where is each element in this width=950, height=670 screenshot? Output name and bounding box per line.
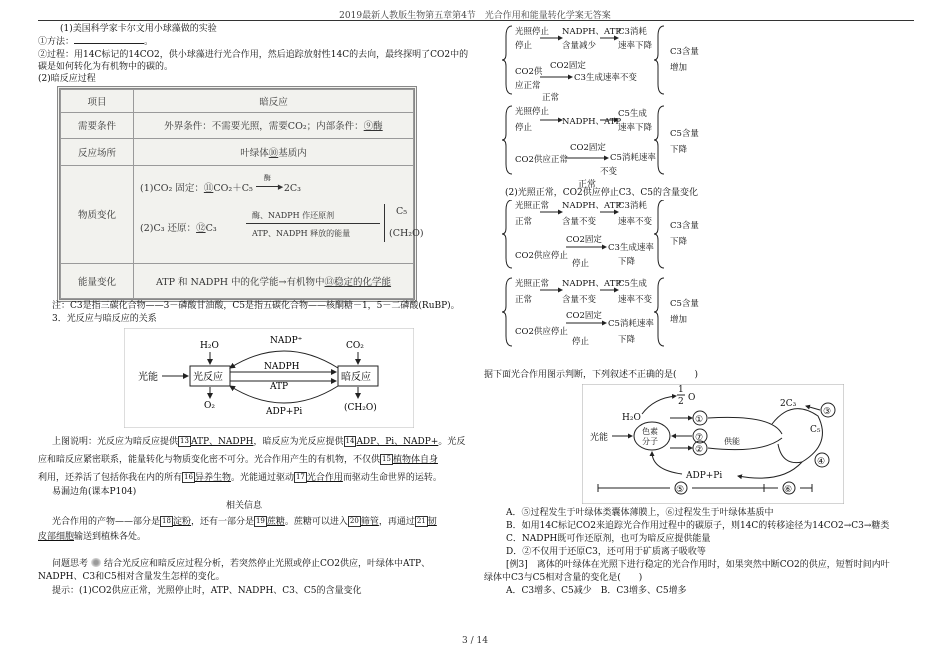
svg-text:1: 1 [678, 385, 684, 395]
svg-text:速率下降: 速率下降 [618, 123, 653, 133]
process-line-2: 碳是如何转化为有机物中的碳的。 [38, 62, 174, 72]
svg-text:C₅: C₅ [810, 425, 821, 435]
section-3-title: 3．光反应与暗反应的关系 [52, 314, 157, 324]
svg-text:C5生成: C5生成 [618, 279, 647, 289]
row-site-key: 反应场所 [61, 139, 134, 166]
svg-text:应正常: 应正常 [515, 81, 541, 91]
table-header-value: 暗反应 [134, 90, 414, 113]
ch2o-label: (CH₂O) [344, 403, 377, 413]
svg-text:NADPH、ATP: NADPH、ATP [562, 279, 622, 289]
svg-text:下降: 下降 [618, 335, 636, 345]
svg-text:正常: 正常 [515, 217, 533, 227]
svg-text:⑦: ⑦ [695, 433, 704, 443]
svg-text:正常: 正常 [515, 295, 533, 305]
svg-text:CO2供应正常: CO2供应正常 [515, 155, 568, 165]
process-line: ②过程：用14C标记的14CO2，供小球藻进行光合作用，然后追踪放射性14C的去向，最终探明了CO2中的 [38, 50, 469, 60]
svg-text:CO2固定: CO2固定 [570, 143, 606, 153]
svg-text:③: ③ [823, 407, 832, 417]
svg-text:2C₃: 2C₃ [780, 399, 797, 409]
svg-text:NADPH、ATP: NADPH、ATP [562, 117, 622, 127]
svg-text:C3消耗: C3消耗 [618, 27, 647, 37]
svg-text:C3含量: C3含量 [670, 221, 699, 231]
svg-text:光照停止: 光照停止 [515, 107, 550, 117]
co2-label: CO₂ [346, 341, 364, 351]
light-energy-label: 光能 [138, 372, 158, 383]
svg-text:CO2供应停止: CO2供应停止 [515, 327, 568, 337]
related-info: 相关信息 [226, 501, 263, 511]
o2-label: O₂ [204, 401, 215, 411]
svg-text:C5消耗速率: C5消耗速率 [608, 319, 654, 329]
svg-text:正常: 正常 [542, 93, 560, 103]
option-d: D．②不仅用于还原C3，还可用于矿质离子吸收等 [506, 547, 706, 557]
svg-text:光照停止: 光照停止 [515, 27, 550, 37]
dark-reaction-table [57, 86, 424, 302]
svg-text:CO2固定: CO2固定 [566, 311, 602, 321]
svg-text:⑥: ⑥ [784, 485, 793, 495]
svg-text:O: O [688, 393, 696, 403]
row-energy-key: 能量变化 [61, 264, 134, 299]
adp-label: ADP+Pi [266, 407, 303, 417]
example-3-line-1: [例3] 离体的叶绿体在光照下进行稳定的光合作用时，如果突然中断CO2的供应，短暂时间内叶 [506, 560, 890, 570]
svg-text:停止: 停止 [515, 41, 533, 51]
para-1: 上图说明：光反应为暗反应提供 13 ATP、NADPH，暗反应为光反应提供 14 ADP、Pi、NADP+。光反 [52, 437, 466, 447]
relation-diagram [124, 328, 414, 428]
photosynthesis-figure [582, 384, 844, 504]
svg-text:光照正常: 光照正常 [515, 201, 550, 211]
dark-reaction-title: (2)暗反应过程 [38, 74, 96, 84]
h2o-label: H₂O [200, 341, 219, 351]
svg-text:①: ① [695, 415, 704, 425]
row-energy-value: ATP 和 NADPH 中的化学能→有机物中⑬稳定的化学能 [134, 264, 414, 299]
page-header: 2019最新人教版生物第五章第4节 光合作用和能量转化学案无答案 [339, 11, 611, 21]
svg-text:停止: 停止 [572, 259, 590, 269]
svg-text:下降: 下降 [618, 257, 636, 267]
svg-text:含量减少: 含量减少 [562, 41, 597, 51]
note: 注：C3是指三碳化合物——3－磷酸甘油酸，C5是指五碳化合物——核酮糖－1，5－二磷酸(RuBP)。 [52, 301, 460, 311]
option-c: C．NADPH既可作还原剂，也可为暗反应提供能量 [506, 534, 711, 544]
svg-text:ADP+Pi: ADP+Pi [686, 471, 723, 481]
row-changes-key: 物质变化 [61, 165, 134, 263]
row-changes-value: (1)CO₂ 固定：⑪CO₂＋C₅ 酶 ▶ 2C₃ (2)C₃ 还原：⑫C₃ 酶、NADPH 作还原剂 ATP、NADPH 释放的能量 C₅ (CH₂O) [134, 165, 414, 263]
svg-text:光照正常: 光照正常 [515, 279, 550, 289]
svg-text:下降: 下降 [670, 237, 688, 247]
svg-text:不变: 不变 [600, 167, 618, 177]
example-3-line-2: 绿体中C3与C5相对含量的变化是( ) [484, 573, 643, 583]
svg-text:供能: 供能 [724, 437, 740, 446]
svg-text:⑤: ⑤ [676, 485, 685, 495]
svg-text:下降: 下降 [670, 145, 688, 155]
svg-text:含量不变: 含量不变 [562, 217, 597, 227]
svg-text:②: ② [695, 445, 704, 455]
page-number: 3 / 14 [462, 636, 488, 646]
atp-label: ATP [270, 382, 289, 392]
svg-text:色素: 色素 [642, 427, 658, 436]
svg-text:C3含量: C3含量 [670, 47, 699, 57]
svg-text:速率下降: 速率下降 [618, 41, 653, 51]
nadph-label: NADPH [264, 362, 300, 372]
svg-text:CO2固定: CO2固定 [566, 235, 602, 245]
method-line: ①方法： 。 [38, 37, 154, 47]
para-6: 皮部细胞输送到植株各处。 [38, 532, 147, 542]
g2-top-note: 正常 [578, 180, 597, 190]
row-conditions-value: 外界条件：不需要光照，需要CO₂；内部条件：⑨酶 [134, 112, 414, 139]
right-heading-2: (2)光照正常，CO2供应停止C3、C5的含量变化 [505, 188, 698, 198]
question-think: 问题思考 结合光反应和暗反应过程分析，若突然停止光照或停止CO2供应，叶绿体中ATP、 [52, 559, 431, 569]
right-question: 据下面光合作用图示判断，下列叙述不正确的是( ) [484, 370, 699, 380]
question-line-2: NADPH、C3和C5相对含量发生怎样的变化。 [38, 572, 225, 582]
svg-text:C5消耗速率: C5消耗速率 [610, 153, 656, 163]
svg-text:速率不变: 速率不变 [618, 217, 653, 227]
svg-text:增加: 增加 [670, 315, 688, 325]
svg-text:C3生成速率不变: C3生成速率不变 [574, 73, 637, 83]
header-rule [38, 20, 914, 21]
svg-text:含量不变: 含量不变 [562, 295, 597, 305]
example-3-options: A．C3增多、C5减少 B．C3增多、C5增多 [506, 586, 687, 596]
svg-text:④: ④ [817, 457, 826, 467]
para-4: 易漏边角(课本P104) [52, 487, 137, 497]
dark-reaction-label: 暗反应 [341, 372, 371, 383]
svg-text:CO2固定: CO2固定 [550, 61, 586, 71]
svg-text:停止: 停止 [515, 123, 533, 133]
svg-text:停止: 停止 [572, 337, 590, 347]
table-header-key: 项目 [61, 90, 134, 113]
svg-text:增加: 增加 [670, 63, 688, 73]
svg-text:H₂O: H₂O [622, 413, 641, 423]
nadp-label: NADP⁺ [270, 336, 303, 346]
brace-groups-2 [500, 200, 720, 360]
svg-text:C5生成: C5生成 [618, 109, 647, 119]
svg-text:光能: 光能 [590, 433, 609, 443]
svg-text:NADPH、ATP: NADPH、ATP [562, 201, 622, 211]
para-2: 应和暗反应紧密联系，能量转化与物质变化密不可分。光合作用产生的有机物，不仅供 15 植物体自身 [38, 455, 438, 465]
think-icon [91, 558, 101, 567]
hint-line: 提示：(1)CO2供应正常，光照停止时，ATP、NADPH、C3、C5的含量变化 [52, 586, 362, 596]
option-a: A．⑤过程发生于叶绿体类囊体薄膜上，⑥过程发生于叶绿体基质中 [506, 508, 774, 518]
option-b: B．如用14C标记CO2来追踪光合作用过程中的碳原子，则14C的转移途径为14CO2→C3→糖类 [506, 521, 890, 531]
row-site-value: 叶绿体⑩基质内 [134, 139, 414, 166]
svg-text:NADPH、ATP: NADPH、ATP [562, 27, 622, 37]
svg-text:分子: 分子 [642, 437, 658, 446]
svg-text:CO2供应停止: CO2供应停止 [515, 251, 568, 261]
svg-text:速率不变: 速率不变 [618, 295, 653, 305]
svg-text:C5含量: C5含量 [670, 299, 699, 309]
para-5: 光合作用的产物——部分是 18 淀粉，还有一部分是 19 蔗糖。蔗糖可以进入 20 筛管，再通过 21 韧 [52, 517, 437, 527]
svg-text:C3消耗: C3消耗 [618, 201, 647, 211]
svg-text:C3生成速率: C3生成速率 [608, 243, 654, 253]
svg-text:C5含量: C5含量 [670, 129, 699, 139]
calvin-title: (1)美国科学家卡尔文用小球藻做的实验 [60, 24, 217, 34]
svg-text:CO2供: CO2供 [515, 67, 543, 77]
para-3: 利用，还养活了包括你我在内的所有 16 异养生物。光能通过驱动 17 光合作用而驱动生命世界的运转。 [38, 473, 442, 483]
light-reaction-label: 光反应 [193, 372, 223, 383]
svg-text:2: 2 [678, 397, 684, 407]
row-conditions-key: 需要条件 [61, 112, 134, 139]
